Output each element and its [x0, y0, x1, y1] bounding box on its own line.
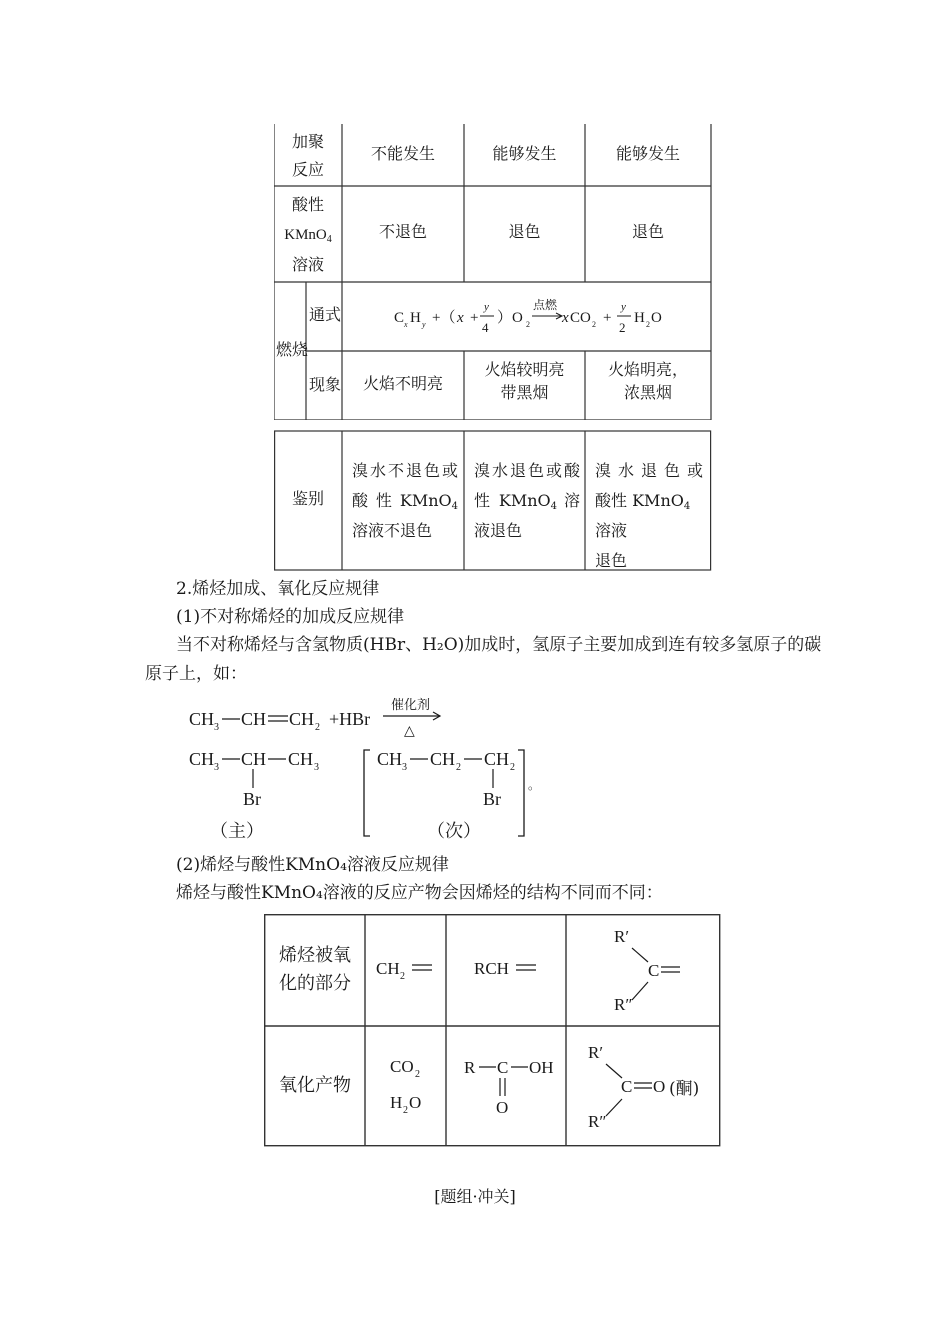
cell-phen-alkene-l1: 火焰较明亮: [484, 360, 565, 379]
cell-identify-alkyne: [595, 456, 703, 576]
svg-text:CH: CH: [189, 709, 215, 729]
svg-text:R′: R′: [588, 1043, 604, 1062]
cell-phen-alkene-l2: 带黑烟: [500, 383, 549, 402]
cell-phen-alkyne-l1: 火焰明亮，: [607, 360, 688, 379]
svg-text:C: C: [394, 310, 405, 326]
paragraph-1: 当不对称烯烃与含氢物质(HBr、H₂O)加成时，氢原子主要加成到连有较多氢原子的碳: [176, 635, 822, 655]
svg-text:H: H: [390, 1093, 403, 1112]
combustion-equation: [342, 282, 711, 351]
svg-text:x: x: [457, 310, 464, 326]
minor-product-label: （次）: [427, 821, 481, 842]
label-kmno4-l2: [274, 220, 342, 250]
label-oxidation-product: 氧化产物: [279, 1075, 351, 1096]
svg-text:y: y: [422, 320, 426, 329]
svg-text:y: y: [621, 301, 626, 313]
svg-text:2: 2: [592, 320, 596, 329]
id-alkyne-sub: 4: [683, 501, 691, 512]
id-alkane-sub: 4: [451, 501, 458, 512]
id-alkyne-post: 溶液: [595, 521, 628, 540]
svg-text:3: 3: [214, 722, 219, 733]
combustion-equation-svg: [342, 282, 711, 351]
paragraph-1b: 原子上，如：: [145, 664, 247, 684]
svg-text:2: 2: [456, 762, 461, 773]
cell-poly-alkyne: 能够发生: [615, 144, 680, 163]
svg-text:CH: CH: [288, 749, 314, 769]
svg-text:2: 2: [510, 762, 515, 773]
svg-text:x: x: [404, 320, 408, 329]
svg-text:x: x: [562, 310, 569, 326]
svg-text:y: y: [484, 301, 489, 313]
svg-text:Br: Br: [243, 789, 261, 809]
eq-condition: 点燃: [533, 298, 558, 312]
svg-text:CH: CH: [241, 749, 267, 769]
cell-identify-alkene: [474, 456, 580, 546]
subsection-2: (2)烯烃与酸性KMnO₄溶液反应规律: [176, 855, 449, 875]
svg-text:CH: CH: [241, 709, 267, 729]
kmno4-text: KMnO: [284, 227, 327, 243]
svg-text:2: 2: [526, 320, 530, 329]
svg-text:3: 3: [214, 762, 219, 773]
svg-text:+（: +（: [432, 310, 456, 326]
properties-table: [274, 124, 712, 420]
svg-text:O: O: [496, 1098, 509, 1117]
id-alkyne-l1: 溴水退色或: [595, 461, 703, 480]
svg-text:。: 。: [528, 778, 541, 792]
id-alkane-kmno4: 酸 性 KMnO: [352, 491, 452, 510]
id-alkyne-kmno4: 性 KMnO: [611, 491, 684, 510]
main-product-label: （主）: [210, 821, 264, 842]
svg-text:+: +: [603, 310, 612, 326]
svg-text:CH: CH: [377, 749, 403, 769]
svg-text:3: 3: [402, 762, 407, 773]
svg-text:2: 2: [315, 722, 320, 733]
oxidation-table: [264, 914, 721, 1147]
id-alkene-post: 溶: [557, 491, 580, 510]
svg-text:2: 2: [415, 1069, 420, 1080]
id-alkane-l1: 溴水不退色或: [352, 461, 458, 480]
svg-text:CH: CH: [430, 749, 456, 769]
svg-text:CH: CH: [376, 959, 400, 978]
cell-kmno4-alkene: 退色: [508, 222, 541, 241]
svg-text:）O: ）O: [497, 310, 523, 326]
svg-text:R″: R″: [588, 1112, 607, 1131]
id-alkene-sub: 4: [550, 501, 558, 512]
svg-text:R′: R′: [614, 927, 630, 946]
svg-text:CO: CO: [570, 310, 591, 326]
label-oxidized-part: 烯烃被氧化的部分: [279, 945, 351, 994]
label-polymerization: [274, 128, 342, 184]
cell-phen-alkyne: [585, 357, 711, 403]
svg-text:C: C: [621, 1077, 633, 1096]
svg-text:CH: CH: [484, 749, 510, 769]
section-footer-title: [题组·冲关]: [434, 1187, 516, 1206]
cell-kmno4-alkane: 不退色: [378, 222, 427, 241]
label-kmno4-l1: 酸性: [291, 195, 324, 214]
cell-phen-alkene: [464, 357, 585, 403]
id-alkane-l2: [352, 486, 458, 516]
svg-text:R″: R″: [614, 995, 633, 1014]
svg-text:2: 2: [403, 1105, 408, 1116]
id-alkene-l2: [474, 486, 580, 516]
svg-text:O: O: [653, 1077, 666, 1096]
svg-text:O: O: [409, 1093, 422, 1112]
svg-text:+HBr: +HBr: [329, 709, 371, 729]
svg-text:+: +: [470, 310, 479, 326]
svg-text:R: R: [464, 1058, 476, 1077]
svg-text:OH: OH: [529, 1058, 554, 1077]
id-alkene-kmno4: 性 KMnO: [474, 491, 551, 510]
id-alkyne-l3: 退色: [595, 551, 628, 570]
identification-table: [274, 430, 712, 571]
svg-text:CH: CH: [289, 709, 315, 729]
svg-text:CH: CH: [189, 749, 215, 769]
svg-text:Br: Br: [483, 789, 501, 809]
subsection-1: (1)不对称烯烃的加成反应规律: [176, 607, 405, 627]
svg-text:H: H: [410, 310, 421, 326]
ketone-note: (酮): [669, 1079, 700, 1099]
svg-text:2: 2: [400, 971, 405, 982]
label-burning: 燃烧: [275, 340, 308, 359]
id-alkyne-pre: 酸: [595, 491, 612, 510]
section-heading: 2.烯烃加成、氧化反应规律: [176, 579, 380, 599]
label-polymerization-l2: 反应: [291, 160, 324, 179]
heat-label: △: [404, 724, 415, 739]
cell-phen-alkane: 火焰不明亮: [362, 374, 443, 393]
catalyst-label: 催化剂: [391, 697, 431, 712]
label-kmno4: [274, 190, 342, 280]
svg-text:2: 2: [619, 320, 626, 335]
label-kmno4-l3: 溶液: [291, 255, 324, 274]
label-phenomenon: 现象: [308, 375, 341, 394]
svg-text:C: C: [648, 961, 660, 980]
cell-identify-alkane: [352, 456, 458, 546]
label-polymerization-l1: 加聚: [291, 132, 324, 151]
id-alkyne-l2: [595, 486, 703, 546]
paragraph-2: 烯烃与酸性KMnO₄溶液的反应产物会因烯烃的结构不同而不同：: [176, 883, 663, 903]
id-alkane-l3: 溶液不退色: [352, 521, 433, 540]
svg-text:O: O: [651, 310, 662, 326]
id-alkene-l3: 液退色: [474, 521, 523, 540]
svg-text:H: H: [634, 310, 645, 326]
kmno4-sub: 4: [326, 234, 332, 245]
svg-text:CO: CO: [390, 1057, 414, 1076]
svg-text:3: 3: [314, 762, 319, 773]
cell-poly-alkene: 能够发生: [492, 144, 557, 163]
cell-kmno4-alkyne: 退色: [631, 222, 664, 241]
svg-text:RCH: RCH: [474, 959, 509, 978]
cell-phen-alkyne-l2: 浓黑烟: [623, 383, 672, 402]
cell-poly-alkane: 不能发生: [370, 144, 435, 163]
label-formula: 通式: [308, 305, 341, 324]
svg-text:4: 4: [482, 320, 489, 335]
svg-text:2: 2: [646, 320, 650, 329]
svg-text:C: C: [497, 1058, 509, 1077]
id-alkene-l1: 溴水退色或酸: [474, 461, 580, 480]
label-identify: 鉴别: [291, 489, 324, 508]
